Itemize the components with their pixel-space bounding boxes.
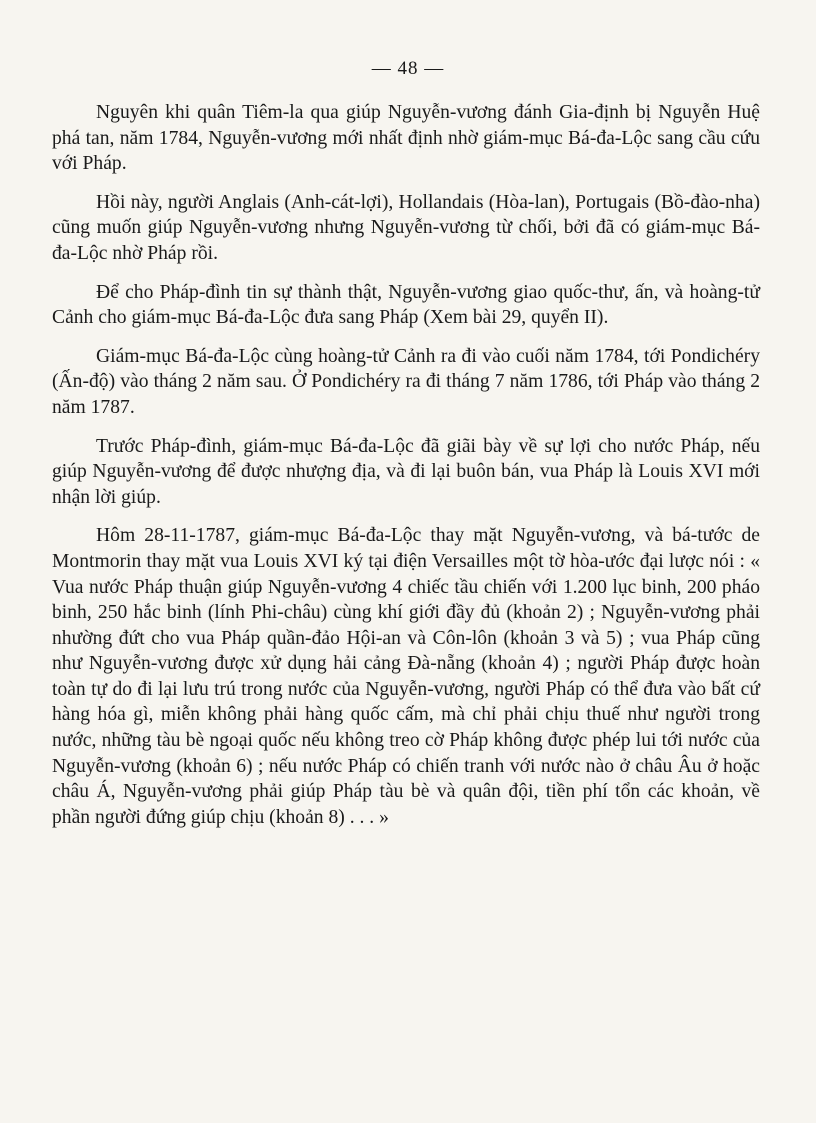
paragraph-4: Giám-mục Bá-đa-Lộc cùng hoàng-tử Cảnh ra đi vào cuối năm 1784, tới Pondichéry (Ấn-độ) vào tháng 2 năm sau. Ở Pondichéry ra đi tháng 7 năm 1786, tới Pháp vào tháng 2 năm 1787.	[52, 345, 760, 418]
body-text	[52, 100, 760, 830]
paragraph-6: Hôm 28-11-1787, giám-mục Bá-đa-Lộc thay mặt Nguyễn-vương, và bá-tước de Montmorin thay mặt vua Louis XVI ký tại điện Versailles một tờ hòa-ước đại lược nói : « Vua nước Pháp thuận giúp Nguyễn-vương 4 chiếc tầu chiến với 1.200 lục binh, 200 pháo binh, 250 hắc binh (lính Phi-châu) cùng khí giới đầy đủ (khoản 2) ; Nguyễn-vương phải nhường đứt cho vua Pháp quần-đảo Hội-an và Côn-lôn (khoản 3 và 5) ; vua Pháp cũng như Nguyễn-vương được xử dụng hải cảng Đà-nẵng (khoản 4) ; người Pháp được hoàn toàn tự do đi lại lưu trú trong nước của Nguyễn-vương, người Pháp có thể đưa vào bất cứ hàng hóa gì, miễn không phải hàng quốc cấm, mà chỉ phải chịu thuế như người trong nước, những tàu bè ngoại quốc nếu không treo cờ Pháp không được phép lui tới nước của Nguyễn-vương (khoản 6) ; nếu nước Pháp có chiến tranh với nước nào ở châu Âu ở hoặc châu Á, Nguyễn-vương phải giúp Pháp tàu bè và quân đội, tiền phí tổn các khoản, về phần người đứng giúp chịu (khoản 8) . . . »	[52, 525, 760, 828]
page-number: — 48 —	[371, 58, 445, 79]
paragraph-5: Trước Pháp-đình, giám-mục Bá-đa-Lộc đã giãi bày về sự lợi cho nước Pháp, nếu giúp Nguyễn-vương để được nhượng địa, và đi lại buôn bán, vua Pháp là Louis XVI mới nhận lời giúp.	[52, 435, 760, 508]
paragraph-2: Hồi này, người Anglais (Anh-cát-lợi), Hollandais (Hòa-lan), Portugais (Bồ-đào-nha) cũng muốn giúp Nguyễn-vương nhưng Nguyễn-vương từ chối, bởi đã có giám-mục Bá-đa-Lộc nhờ Pháp rồi.	[52, 191, 760, 264]
paragraph-1: Nguyên khi quân Tiêm-la qua giúp Nguyễn-vương đánh Gia-định bị Nguyễn Huệ phá tan, năm 1784, Nguyễn-vương mới nhất định nhờ giám-mục Bá-đa-Lộc sang cầu cứu với Pháp.	[52, 102, 760, 175]
paragraph-3: Để cho Pháp-đình tin sự thành thật, Nguyễn-vương giao quốc-thư, ấn, và hoàng-tử Cảnh cho giám-mục Bá-đa-Lộc đưa sang Pháp (Xem bài 29, quyển II).	[52, 281, 760, 329]
